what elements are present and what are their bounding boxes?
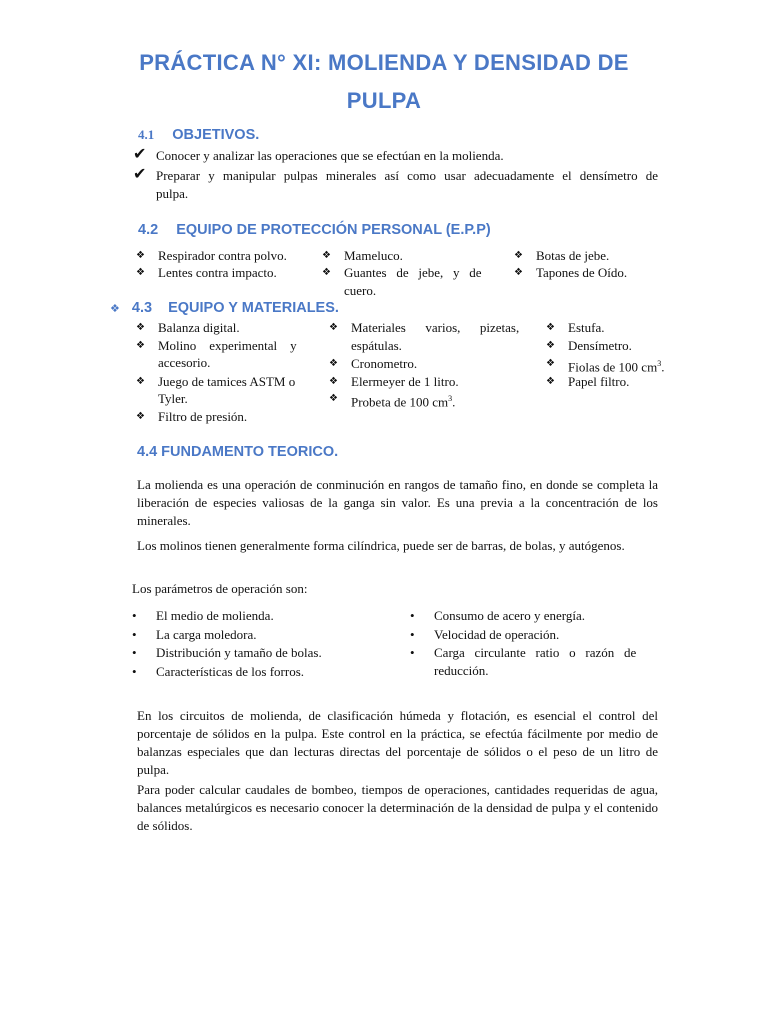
diamond-bullet-icon: ❖ [110,302,120,315]
section-number: 4.2 [138,222,159,238]
diamond-bullet-icon: ❖ [136,322,145,333]
bullet-icon: • [410,627,415,642]
section-fundamento-heading: 4.4 FUNDAMENTO TEORICO. [137,444,339,460]
objective-item: Conocer y analizar las operaciones que se efectúan en la molienda. [156,148,504,163]
bullet-icon: • [410,645,415,660]
diamond-bullet-icon: ❖ [546,376,555,387]
section-title: OBJETIVOS. [172,127,260,143]
diamond-bullet-icon: ❖ [329,393,338,404]
section-materiales-heading [110,300,339,316]
paragraph: Los parámetros de operación son: [132,581,308,596]
diamond-bullet-icon: ❖ [514,250,523,261]
diamond-bullet-icon: ❖ [136,267,145,278]
bullet-icon: • [132,608,137,623]
diamond-bullet-icon: ❖ [329,322,338,333]
diamond-bullet-icon: ❖ [329,358,338,369]
section-number: 4.1 [138,127,155,142]
diamond-bullet-icon: ❖ [322,250,331,261]
diamond-bullet-icon: ❖ [136,340,145,351]
diamond-bullet-icon: ❖ [322,267,331,278]
bullet-icon: • [410,608,415,623]
check-icon: ✔ [133,144,147,163]
paragraph: Para poder calcular caudales de bombeo, tiempos de operaciones, cantidades requeridas de agua, balances metalúrgicos es necesario conocer la determinación de la densidad de pulpa y el contenido de sólidos. [137,782,658,833]
paragraph: Los molinos tienen generalmente forma cilíndrica, puede ser de barras, de bolas, y autógenos. [137,538,625,553]
diamond-bullet-icon: ❖ [514,267,523,278]
objective-item: Preparar y manipular pulpas minerales así como usar adecuadamente el densímetro de [156,168,658,183]
diamond-bullet-icon: ❖ [329,376,338,387]
diamond-bullet-icon: ❖ [546,358,555,369]
diamond-bullet-icon: ❖ [136,376,145,387]
diamond-bullet-icon: ❖ [546,322,555,333]
diamond-bullet-icon: ❖ [136,411,145,422]
section-title: EQUIPO DE PROTECCIÓN PERSONAL (E.P.P) [176,222,491,238]
bullet-icon: • [132,627,137,642]
section-number: 4.3 [131,300,153,316]
bullet-icon: • [132,664,137,679]
paragraph: La molienda es una operación de conminución en rangos de tamaño fino, en donde se completa la liberación de especies valiosas de la ganga sin valor. Es una previa a la concentración de los minerales. [137,477,658,528]
section-epp-heading [138,222,491,238]
diamond-bullet-icon: ❖ [136,250,145,261]
section-title: EQUIPO Y MATERIALES. [168,300,339,316]
bullet-icon: • [132,645,137,660]
diamond-bullet-icon: ❖ [546,340,555,351]
title-line-1: PRÁCTICA N° XI: MOLIENDA Y DENSIDAD DE [139,50,629,75]
paragraph: En los circuitos de molienda, de clasificación húmeda y flotación, es esencial el control del porcentaje de sólidos en la pulpa. Este control en la práctica, se efectúa fácilmente por medio de balanzas especiales que dan lecturas directas del porcentaje de sólidos o el peso de un litro de pulpa. [137,708,658,777]
section-objetivos-heading [138,126,259,144]
objective-item-continued: pulpa. [156,186,189,201]
check-icon: ✔ [133,164,147,183]
page-title [0,44,768,120]
title-line-2: PULPA [346,88,422,113]
